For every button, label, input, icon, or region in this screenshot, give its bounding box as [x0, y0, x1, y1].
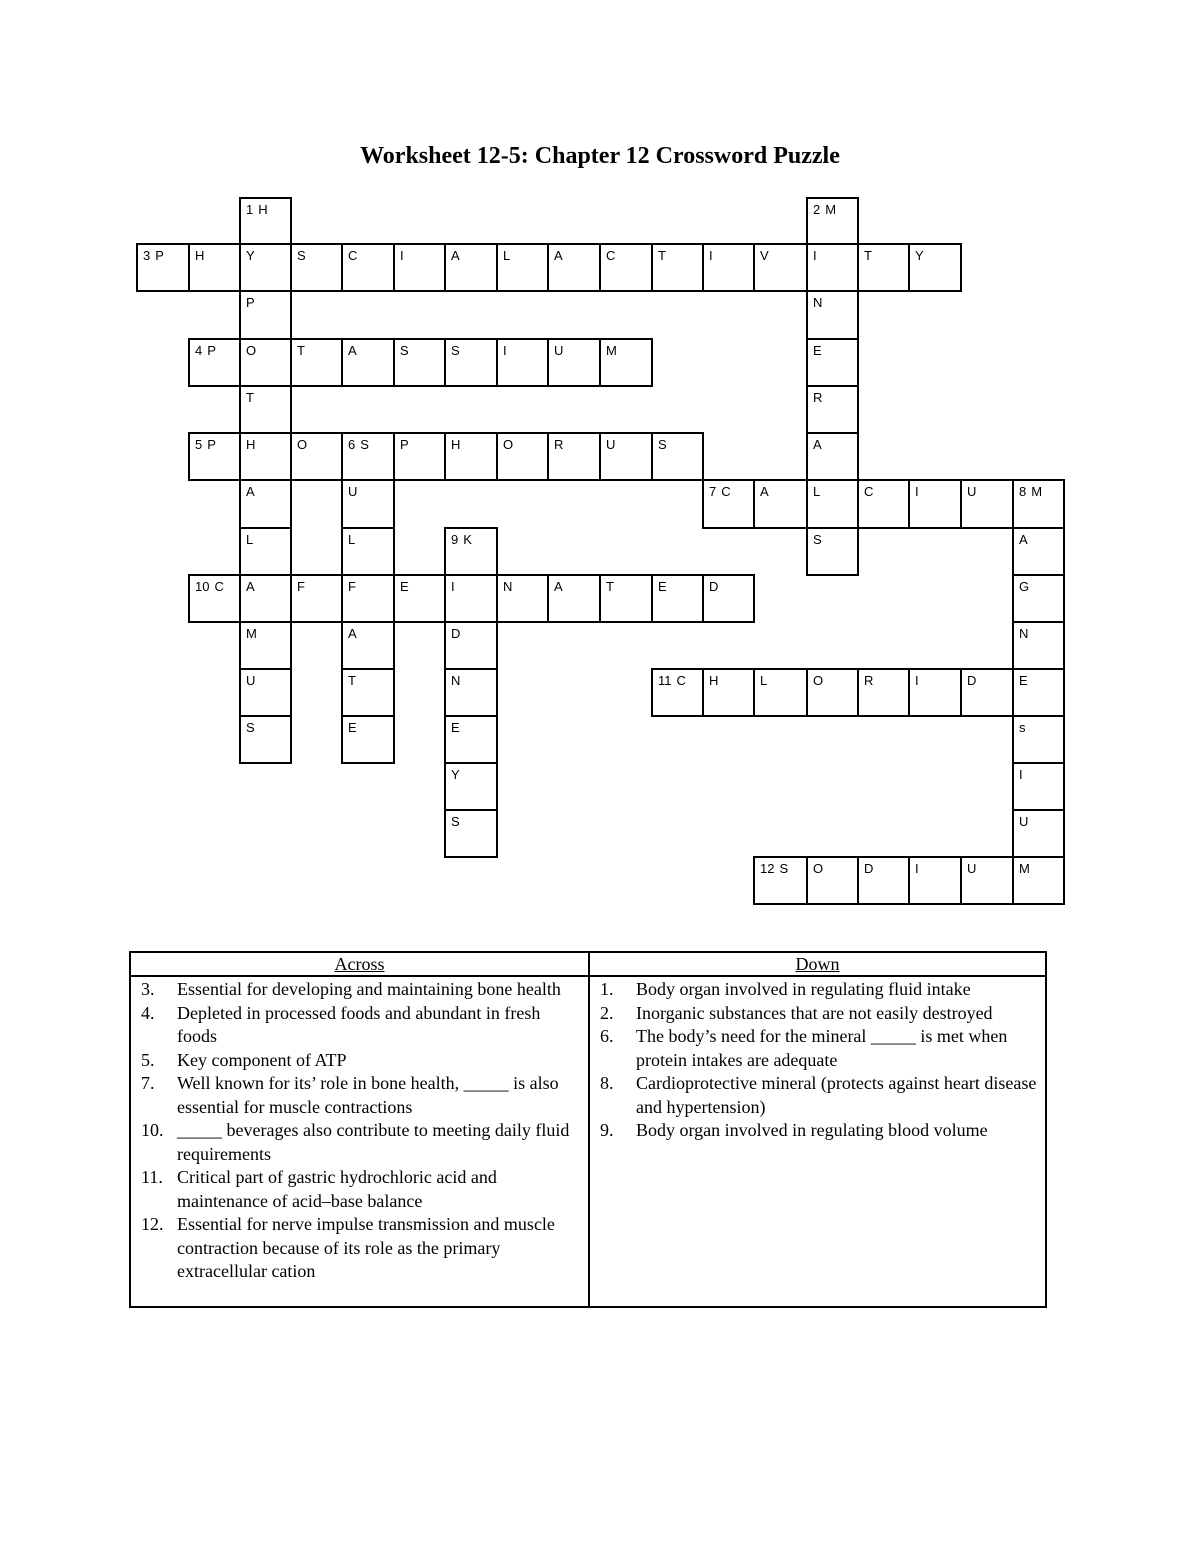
grid-cell	[1012, 574, 1065, 623]
clue-table	[129, 951, 1047, 1308]
clue-number: 8.	[600, 1073, 614, 1093]
cell-letter: N	[503, 579, 513, 594]
clue-number: 11.	[141, 1167, 163, 1187]
cell-letter: N	[813, 295, 823, 310]
cell-letter: O	[297, 437, 308, 452]
grid-cell	[806, 527, 859, 576]
down-clue	[600, 1072, 1041, 1119]
cell-letter: D	[864, 861, 874, 876]
cell-letter: L	[246, 532, 254, 547]
clue-number: 10.	[141, 1120, 164, 1140]
grid-cell	[239, 197, 292, 245]
grid-cell	[444, 527, 498, 576]
grid-cell	[908, 856, 962, 905]
clue-number: 5.	[141, 1049, 155, 1070]
across-clue	[141, 1166, 584, 1213]
grid-cell	[753, 668, 808, 717]
cell-letter: M	[1019, 861, 1030, 876]
grid-cell	[444, 715, 498, 764]
cell-letter: G	[1019, 579, 1030, 594]
grid-cell	[393, 432, 446, 481]
grid-cell	[239, 527, 292, 576]
cell-letter: H	[258, 202, 268, 217]
cell-letter: S	[779, 861, 789, 876]
grid-cell	[188, 574, 241, 623]
clue-text: Body organ involved in regulating fluid intake	[636, 979, 971, 999]
cell-letter: L	[348, 532, 356, 547]
clue-text: Critical part of gastric hydrochloric acid and maintenance of acid–base balance	[177, 1167, 497, 1211]
cell-letter: D	[451, 626, 461, 641]
clue-text: _____ beverages also contribute to meeting daily fluid requirements	[177, 1120, 570, 1164]
clue-number: 11	[658, 673, 672, 688]
across-clue	[141, 1119, 584, 1166]
clue-number: 4	[195, 343, 203, 358]
cell-letter: I	[915, 484, 919, 499]
clue-text: Key component of ATP	[177, 1049, 347, 1070]
across-clue	[141, 1002, 584, 1049]
cell-letter: V	[760, 248, 769, 263]
grid-cell	[960, 668, 1014, 717]
cell-letter: A	[451, 248, 460, 263]
grid-cell	[341, 668, 395, 717]
grid-cell	[960, 856, 1014, 905]
clue-number: 9	[451, 532, 459, 547]
cell-letter: C	[606, 248, 616, 263]
cell-letter: N	[1019, 626, 1029, 641]
grid-cell	[496, 432, 549, 481]
grid-cell	[651, 243, 704, 292]
grid-cell	[444, 338, 498, 387]
clue-number: 3	[143, 248, 151, 263]
down-clue	[600, 1002, 1041, 1026]
grid-cell	[341, 527, 395, 576]
grid-cell	[753, 243, 808, 292]
grid-cell	[908, 668, 962, 717]
grid-cell	[239, 385, 292, 434]
clue-number: 12.	[141, 1214, 164, 1234]
cell-letter: A	[554, 248, 563, 263]
grid-cell	[496, 574, 549, 623]
grid-cell	[239, 479, 292, 529]
cell-letter: T	[348, 673, 356, 688]
clue-text: Cardioprotective mineral (protects against heart disease and hypertension)	[636, 1073, 1037, 1117]
grid-cell	[651, 574, 704, 623]
grid-cell	[1012, 715, 1065, 764]
clue-number: 3.	[141, 979, 155, 999]
grid-cell	[702, 479, 755, 529]
grid-cell	[1012, 479, 1065, 529]
grid-cell	[857, 856, 910, 905]
cell-letter: A	[348, 343, 357, 358]
grid-cell	[599, 338, 653, 387]
grid-cell	[1012, 856, 1065, 905]
grid-cell	[806, 197, 859, 245]
cell-letter: E	[1019, 673, 1028, 688]
across-clue	[141, 1213, 584, 1284]
cell-letter: M	[246, 626, 257, 641]
cell-letter: E	[400, 579, 409, 594]
down-clue	[600, 1119, 1041, 1143]
cell-letter: Y	[451, 767, 460, 782]
clue-number: 2.	[600, 1002, 614, 1023]
cell-letter: I	[915, 673, 919, 688]
cell-letter: T	[297, 343, 305, 358]
cell-letter: O	[813, 861, 824, 876]
cell-letter: A	[246, 484, 255, 499]
cell-letter: O	[503, 437, 514, 452]
grid-cell	[239, 243, 292, 292]
cell-letter: M	[1031, 484, 1043, 499]
grid-cell	[753, 479, 808, 529]
cell-letter: H	[709, 673, 719, 688]
cell-letter: I	[1019, 767, 1023, 782]
grid-cell	[806, 338, 859, 387]
grid-cell	[341, 243, 395, 292]
cell-letter: R	[864, 673, 874, 688]
grid-cell	[290, 574, 343, 623]
grid-cell	[857, 479, 910, 529]
page-title: Worksheet 12-5: Chapter 12 Crossword Puzzle	[360, 143, 840, 169]
cell-letter: O	[246, 343, 257, 358]
across-column	[131, 953, 588, 1306]
cell-letter: L	[813, 484, 821, 499]
grid-cell	[239, 715, 292, 764]
cell-letter: I	[813, 248, 817, 263]
grid-cell	[496, 338, 549, 387]
cell-letter: T	[246, 390, 254, 405]
clue-number: 12	[760, 861, 775, 876]
cell-letter: H	[246, 437, 256, 452]
cell-letter: S	[360, 437, 369, 452]
grid-cell	[239, 621, 292, 670]
grid-cell	[444, 668, 498, 717]
grid-cell	[188, 338, 241, 387]
cell-letter: D	[709, 579, 719, 594]
cell-letter: E	[451, 720, 460, 735]
cell-letter: P	[400, 437, 409, 452]
cell-letter: A	[246, 579, 255, 594]
grid-cell	[806, 243, 859, 292]
cell-letter: S	[813, 532, 822, 547]
cell-letter: A	[760, 484, 769, 499]
grid-cell	[444, 762, 498, 811]
grid-cell	[702, 243, 755, 292]
grid-cell	[1012, 762, 1065, 811]
grid-cell	[341, 432, 395, 481]
cell-letter: H	[195, 248, 205, 263]
cell-letter: C	[676, 673, 686, 688]
cell-letter: U	[967, 861, 977, 876]
grid-cell	[806, 668, 859, 717]
grid-cell	[290, 432, 343, 481]
cell-letter: A	[1019, 532, 1028, 547]
down-clue	[600, 1025, 1041, 1072]
grid-cell	[908, 243, 962, 292]
grid-cell	[547, 338, 601, 387]
grid-cell	[753, 856, 808, 905]
grid-cell	[806, 479, 859, 529]
grid-cell	[341, 621, 395, 670]
cell-letter: S	[451, 343, 460, 358]
cell-letter: I	[451, 579, 455, 594]
cell-letter: R	[813, 390, 823, 405]
clue-number: 9.	[600, 1120, 614, 1140]
grid-cell	[1012, 621, 1065, 670]
grid-cell	[444, 621, 498, 670]
cell-letter: N	[451, 673, 461, 688]
grid-cell	[444, 243, 498, 292]
clue-number: 1	[246, 202, 254, 217]
clue-number: 10	[195, 579, 210, 594]
clue-number: 2	[813, 202, 821, 217]
cell-letter: S	[658, 437, 667, 452]
grid-cell	[239, 338, 292, 387]
cell-letter: P	[246, 295, 255, 310]
cell-letter: T	[864, 248, 872, 263]
cell-letter: U	[348, 484, 358, 499]
cell-letter: K	[463, 532, 472, 547]
cell-letter: S	[297, 248, 306, 263]
grid-cell	[393, 338, 446, 387]
cell-letter: O	[813, 673, 824, 688]
cell-letter: H	[451, 437, 461, 452]
grid-cell	[1012, 809, 1065, 858]
grid-cell	[239, 668, 292, 717]
clue-text: Well known for its’ role in bone health, _____ is also essential for muscle contractions	[177, 1073, 559, 1117]
cell-letter: S	[451, 814, 460, 829]
grid-cell	[908, 479, 962, 529]
grid-cell	[806, 385, 859, 434]
cell-letter: P	[207, 437, 216, 452]
clue-number: 4.	[141, 1002, 155, 1023]
grid-cell	[806, 432, 859, 481]
grid-cell	[651, 668, 704, 717]
grid-cell	[960, 479, 1014, 529]
cell-letter: U	[246, 673, 256, 688]
grid-cell	[547, 574, 601, 623]
grid-cell	[393, 574, 446, 623]
cell-letter: T	[658, 248, 666, 263]
clue-text: Inorganic substances that are not easily destroyed	[636, 1002, 993, 1023]
cell-letter: R	[554, 437, 564, 452]
grid-cell	[444, 432, 498, 481]
grid-cell	[702, 574, 755, 623]
cell-letter: C	[721, 484, 731, 499]
grid-cell	[290, 338, 343, 387]
cell-letter: L	[760, 673, 768, 688]
cell-letter: I	[503, 343, 507, 358]
grid-cell	[290, 243, 343, 292]
cell-letter: F	[348, 579, 356, 594]
grid-cell	[341, 338, 395, 387]
cell-letter: U	[606, 437, 616, 452]
cell-letter: S	[400, 343, 409, 358]
grid-cell	[496, 243, 549, 292]
grid-cell	[857, 668, 910, 717]
clue-text: The body’s need for the mineral _____ is met when protein intakes are adequate	[636, 1026, 1008, 1070]
grid-cell	[806, 290, 859, 340]
grid-cell	[806, 856, 859, 905]
cell-letter: I	[400, 248, 404, 263]
grid-cell	[393, 243, 446, 292]
cell-letter: M	[825, 202, 837, 217]
across-clue	[141, 978, 584, 1002]
grid-cell	[136, 243, 190, 292]
cell-letter: S	[246, 720, 255, 735]
cell-letter: F	[297, 579, 305, 594]
cell-letter: U	[1019, 814, 1029, 829]
across-clue	[141, 1049, 584, 1073]
clue-number: 7	[709, 484, 717, 499]
cell-letter: L	[503, 248, 511, 263]
cell-letter: D	[967, 673, 977, 688]
clue-text: Depleted in processed foods and abundant in fresh foods	[177, 1002, 541, 1046]
clue-number: 7.	[141, 1073, 155, 1093]
clue-text: Essential for developing and maintaining bone health	[177, 979, 561, 999]
cell-letter: U	[967, 484, 977, 499]
grid-cell	[547, 243, 601, 292]
cell-letter: A	[348, 626, 357, 641]
cell-letter: Y	[246, 248, 255, 263]
cell-letter: E	[348, 720, 357, 735]
cell-letter: s	[1019, 720, 1026, 735]
down-clue	[600, 978, 1041, 1002]
cell-letter: E	[658, 579, 667, 594]
clue-number: 1.	[600, 979, 614, 999]
cell-letter: U	[554, 343, 564, 358]
down-column	[588, 953, 1045, 1306]
down-clue-list	[590, 977, 1045, 1143]
cell-letter: C	[864, 484, 874, 499]
grid-cell	[547, 432, 601, 481]
cell-letter: P	[155, 248, 164, 263]
grid-cell	[651, 432, 704, 481]
clue-number: 6	[348, 437, 356, 452]
cell-letter: P	[207, 343, 216, 358]
grid-cell	[239, 290, 292, 340]
across-header: Across	[131, 953, 588, 977]
grid-cell	[1012, 527, 1065, 576]
grid-cell	[188, 243, 241, 292]
cell-letter: Y	[915, 248, 924, 263]
grid-cell	[444, 574, 498, 623]
clue-number: 6.	[600, 1026, 614, 1046]
cell-letter: A	[554, 579, 563, 594]
grid-cell	[599, 432, 653, 481]
grid-cell	[239, 574, 292, 623]
clue-number: 8	[1019, 484, 1027, 499]
grid-cell	[702, 668, 755, 717]
grid-cell	[341, 574, 395, 623]
grid-cell	[444, 809, 498, 858]
cell-letter: C	[214, 579, 224, 594]
cell-letter: E	[813, 343, 822, 358]
cell-letter: C	[348, 248, 358, 263]
cell-letter: I	[915, 861, 919, 876]
grid-cell	[239, 432, 292, 481]
grid-cell	[188, 432, 241, 481]
clue-text: Body organ involved in regulating blood volume	[636, 1120, 988, 1140]
grid-cell	[1012, 668, 1065, 717]
clue-text: Essential for nerve impulse transmission and muscle contraction because of its role as the primary extracellular cation	[177, 1214, 555, 1281]
grid-cell	[857, 243, 910, 292]
grid-cell	[599, 574, 653, 623]
cell-letter: M	[606, 343, 617, 358]
across-clue	[141, 1072, 584, 1119]
cell-letter: T	[606, 579, 614, 594]
down-header: Down	[590, 953, 1045, 977]
clue-number: 5	[195, 437, 203, 452]
cell-letter: I	[709, 248, 713, 263]
grid-cell	[599, 243, 653, 292]
cell-letter: A	[813, 437, 822, 452]
across-clue-list	[131, 977, 588, 1284]
grid-cell	[341, 479, 395, 529]
grid-cell	[341, 715, 395, 764]
